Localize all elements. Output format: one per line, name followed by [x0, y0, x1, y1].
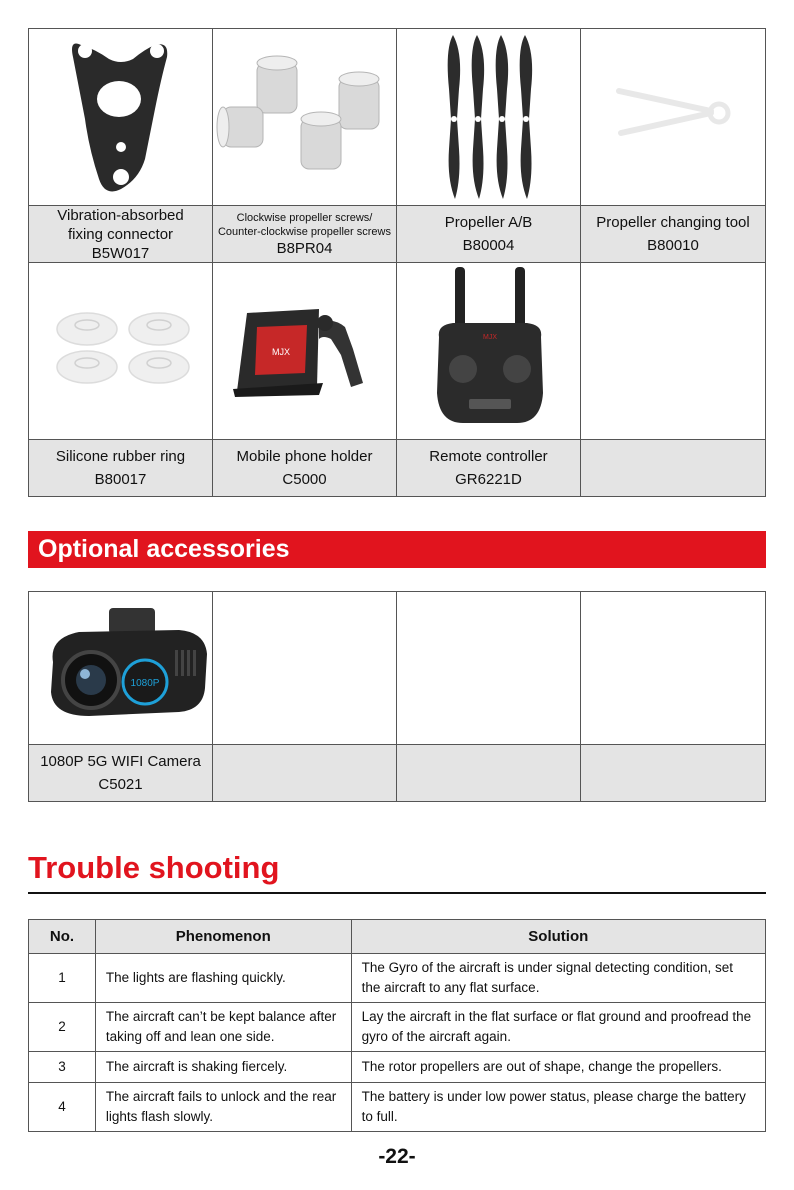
camera-image: [29, 592, 213, 744]
part-code: GR6221D: [455, 471, 522, 488]
column-header-solution: Solution: [351, 920, 765, 954]
remote-controller-image: [397, 263, 581, 439]
propellers-image: [397, 29, 581, 205]
troubleshooting-table: [28, 919, 766, 1132]
vibration-connector-icon: [29, 29, 213, 205]
rubber-ring-icon: [29, 263, 213, 439]
part-name: Silicone rubber ring: [55, 448, 186, 465]
optional-accessories-heading: Optional accessories: [28, 531, 766, 568]
row-solution: The rotor propellers are out of shape, change the propellers.: [351, 1052, 765, 1083]
empty-label-cell: [213, 745, 397, 801]
part-code: B8PR04: [276, 239, 333, 257]
propeller-tool-image: [581, 29, 765, 205]
part-label-phone-holder: [213, 440, 397, 496]
row-number: 2: [29, 1003, 96, 1052]
heading-divider: [28, 892, 766, 894]
part-label-camera: [29, 745, 213, 801]
phone-holder-image: [213, 263, 397, 439]
part-label-propellers: [397, 206, 581, 262]
part-code: C5021: [98, 776, 143, 793]
row-solution: The battery is under low power status, please charge the battery to full.: [351, 1083, 765, 1132]
empty-label-cell: [397, 745, 581, 801]
empty-label-cell: [581, 440, 765, 496]
svg-text:MJX: MJX: [272, 347, 290, 357]
part-name: Clockwise propeller screws/: [236, 211, 373, 224]
spare-parts-grid: [28, 28, 766, 497]
row-number: 4: [29, 1083, 96, 1132]
empty-cell: [213, 592, 397, 744]
propeller-tool-icon: [581, 29, 765, 205]
optional-accessories-grid: [28, 591, 766, 802]
part-name: Propeller A/B: [444, 214, 533, 231]
row-number: 3: [29, 1052, 96, 1083]
empty-cell: [581, 592, 765, 744]
row-number: 1: [29, 954, 96, 1003]
row-phenomenon: The aircraft is shaking fiercely.: [95, 1052, 351, 1083]
phone-holder-icon: [213, 263, 397, 439]
part-label-propeller-screws: [213, 206, 397, 262]
vibration-connector-image: [29, 29, 213, 205]
table-row: [29, 1083, 766, 1132]
table-row: [29, 1052, 766, 1083]
table-row: [29, 954, 766, 1003]
part-code: B80010: [647, 237, 699, 254]
table-header-row: [29, 920, 766, 954]
part-label-propeller-tool: [581, 206, 765, 262]
part-name: Counter-clockwise propeller screws: [217, 225, 391, 238]
remote-controller-icon: [397, 263, 581, 439]
part-label-remote-controller: [397, 440, 581, 496]
propeller-screws-icon: [213, 29, 397, 205]
part-code: B5W017: [91, 244, 150, 262]
propellers-icon: [397, 29, 581, 205]
part-name: 1080P 5G WIFI Camera: [40, 753, 201, 770]
part-code: C5000: [282, 471, 327, 488]
page-number: -22-: [378, 1145, 416, 1168]
part-name: Mobile phone holder: [236, 448, 373, 465]
rubber-ring-image: [29, 263, 213, 439]
part-name: fixing connector: [67, 225, 174, 243]
empty-cell: [581, 263, 765, 439]
part-name: Propeller changing tool: [596, 214, 750, 231]
column-header-phenomenon: Phenomenon: [95, 920, 351, 954]
part-name: Vibration-absorbed: [57, 206, 184, 224]
column-header-no: No.: [29, 920, 96, 954]
table-row: [29, 1003, 766, 1052]
empty-cell: [397, 592, 581, 744]
row-phenomenon: The aircraft can’t be kept balance after taking off and lean one side.: [95, 1003, 351, 1052]
camera-icon: [29, 592, 213, 744]
camera-badge: 1080P: [130, 678, 160, 689]
empty-label-cell: [581, 745, 765, 801]
row-phenomenon: The aircraft fails to unlock and the rear lights flash slowly.: [95, 1083, 351, 1132]
propeller-screws-image: [213, 29, 397, 205]
row-phenomenon: The lights are flashing quickly.: [95, 954, 351, 1003]
part-name: Remote controller: [429, 448, 548, 465]
svg-text:MJX: MJX: [483, 334, 497, 341]
row-solution: The Gyro of the aircraft is under signal detecting condition, set the aircraft to any flat surface.: [351, 954, 765, 1003]
troubleshooting-heading: Trouble shooting: [28, 850, 280, 885]
part-label-vibration-connector: [29, 206, 213, 262]
part-code: B80017: [94, 471, 147, 488]
part-label-rubber-ring: [29, 440, 213, 496]
row-solution: Lay the aircraft in the flat surface or flat ground and proofread the gyro of the aircraft again.: [351, 1003, 765, 1052]
part-code: B80004: [462, 237, 515, 254]
